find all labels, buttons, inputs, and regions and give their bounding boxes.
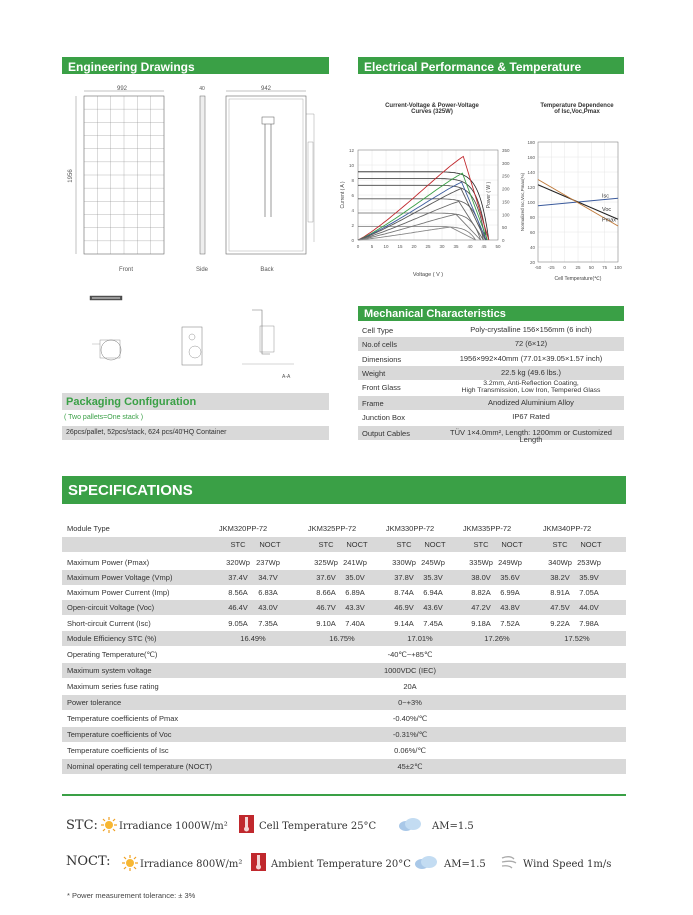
mechanical-key: Junction Box [362,413,405,422]
spec-value: 325Wp [314,558,338,567]
mechanical-key: Cell Type [362,326,394,335]
spec-value: 35.6V [500,573,520,582]
spec-value: 245Wp [421,558,445,567]
front-height-dim: 1956 [68,169,74,183]
spec-value: 249Wp [498,558,522,567]
back-width-dim: 942 [260,86,272,92]
mechanical-key: No.of cells [362,340,398,349]
noct-column-label: NOCT [580,540,602,549]
spec-label: Maximum series fuse rating [67,682,159,691]
spec-value: 340Wp [548,558,572,567]
spec-value: 43.8V [500,603,520,612]
spec-value: 237Wp [256,558,280,567]
mechanical-value: Anodized Aluminium Alloy [488,398,574,407]
spec-value: 9.05A [228,619,248,628]
spec-label: Maximum Power (Pmax) [67,558,150,567]
spec-label: Maximum system voltage [67,666,152,675]
temp-chart-title-2: of Isc,Voc,Pmax [554,109,600,115]
pv-curve [358,189,485,240]
specifications-header [62,476,626,504]
x-tick-label: 20 [411,244,417,249]
x-tick-label: 45 [481,244,487,249]
x-axis-label: Cell Temperature(℃) [554,276,602,282]
mechanical-value: IP67 Rated [512,412,550,421]
packaging-title: Packaging Configuration [66,396,197,408]
mechanical-value: 1956×992×40mm (77.01×39.05×1.57 inch) [459,354,603,363]
spec-value: 43.6V [423,603,443,612]
x-tick-label: 25 [575,265,581,270]
x-tick-label: 0 [356,244,360,249]
spec-row [62,585,626,600]
mechanical-row [358,323,624,337]
mechanical-value: 72 (6×12) [514,339,548,348]
spec-row [62,727,626,742]
noct-column-label: NOCT [501,540,523,549]
spec-value: 37.8V [394,573,414,582]
mechanical-key: Weight [362,369,386,378]
x-tick-label: 30 [439,244,445,249]
mechanical-header [358,306,624,321]
spec-value: 17.52% [564,634,590,643]
spec-value: 46.9V [394,603,414,612]
spec-value: 8.56A [228,588,248,597]
specifications-title: SPECIFICATIONS [68,482,193,499]
spec-value: 43.3V [345,603,365,612]
spec-value: 9.22A [550,619,570,628]
noct-ambient-temperature: Ambient Temperature 20°C [271,859,411,870]
side-dim: 40 [199,86,205,92]
thermometer-icon [251,853,266,871]
spec-value: 37.4V [228,573,248,582]
x-tick-label: 25 [425,244,431,249]
y-tick-label: 100 [527,200,535,205]
spec-value: 44.0V [579,603,599,612]
temp-chart-title-1: Temperature Dependence [540,103,614,109]
spec-value: 6.94A [423,588,443,597]
y2-tick-label: 50 [502,225,508,231]
y-tick-label: 160 [527,155,535,160]
iv-chart [338,140,514,280]
spec-value: 46.4V [228,603,248,612]
label-front: Front [118,267,134,273]
mechanical-value-line: High Transmission, Low Iron, Tempered Glass [461,387,601,394]
y2-tick-label: 100 [502,212,510,218]
y-axis-label: Normalized Isc,Voc,Pmax(%) [520,172,525,232]
spec-value: 43.0V [258,603,278,612]
y-tick-label: 2 [351,223,354,228]
spec-value: 320Wp [226,558,250,567]
spec-row [62,663,626,678]
y-tick-label: 40 [529,245,535,250]
spec-row [62,616,626,631]
spec-value: 45±2℃ [397,762,423,771]
mechanical-key: Frame [362,399,384,408]
spec-row [62,555,626,570]
spec-value: 35.0V [345,573,365,582]
y-tick-label: 120 [527,185,535,190]
model-name: JKM340PP-72 [542,524,592,533]
engineering-drawings-title: Engineering Drawings [68,60,195,74]
y2-tick-label: 0 [502,238,505,243]
electrical-performance-title: Electrical Performance & Temperature Dependence [364,60,582,88]
mechanical-row [358,396,624,410]
pv-curve [358,214,481,240]
noct-column-label: NOCT [424,540,446,549]
spec-value: 253Wp [577,558,601,567]
spec-row [62,600,626,615]
x-tick-label: 0 [563,265,566,270]
spec-value: 20A [403,682,417,691]
mechanical-value [438,380,624,394]
mechanical-value: 22.5 kg (49.6 lbs.) [500,368,562,377]
x-tick-label: 5 [370,244,374,249]
spec-value: 35.3V [423,573,443,582]
mechanical-row [358,337,624,351]
x-tick-label: 10 [383,244,389,249]
x-tick-label: 75 [602,265,608,270]
stc-cell-temperature: Cell Temperature 25°C [259,821,377,832]
mechanical-key: Front Glass [362,383,401,392]
mechanical-row [358,410,624,424]
spec-value: 8.66A [316,588,336,597]
mechanical-row [358,366,624,380]
x-tick-label: 15 [397,244,403,249]
temp-chart [518,132,628,284]
x-tick-label: 35 [453,244,459,249]
spec-label: Maximum Power Voltage (Vmp) [67,573,173,582]
engineering-drawings [62,82,330,282]
spec-value: -40℃~+85℃ [387,650,433,659]
stc-am: AM=1.5 [432,821,474,832]
spec-label: Operating Temperature(℃) [67,650,158,659]
spec-value: 16.75% [329,634,355,643]
iv-chart-title-2: Curves (325W) [411,109,453,115]
spec-value: 46.7V [316,603,336,612]
cloud-icon [414,855,438,869]
x-tick-label: 100 [614,265,622,270]
spec-value: 6.89A [345,588,365,597]
stc-column-label: STC [396,540,412,549]
spec-value: 7.52A [500,619,520,628]
packaging-note: ( Two pallets=One stack ) [64,414,144,421]
spec-header-row [62,521,626,536]
spec-value: 6.99A [500,588,520,597]
spec-row [62,695,626,710]
noct-wind-speed: Wind Speed 1m/s [523,859,612,870]
y-tick-label: 8 [351,178,354,183]
spec-row [62,679,626,694]
y2-tick-label: 150 [502,199,510,205]
spec-value: 38.2V [550,573,570,582]
spec-label: Module Type [67,524,110,533]
y-tick-label: 140 [527,170,535,175]
frame-detail-drawings [62,292,330,382]
spec-value: 6.83A [258,588,278,597]
spec-row [62,570,626,585]
spec-value: 7.05A [579,588,599,597]
label-back: Back [260,267,274,273]
sun-icon [122,855,138,871]
spec-stc-noct-row [62,537,626,552]
divider [62,794,626,796]
electrical-performance-header [358,57,624,88]
spec-value: 1000VDC (IEC) [383,666,437,675]
spec-value: 17.01% [407,634,433,643]
spec-value: 8.91A [550,588,570,597]
spec-value: 7.40A [345,619,365,628]
footnote: * Power measurement tolerance: ± 3% [67,891,196,900]
spec-value: 7.98A [579,619,599,628]
spec-row [62,743,626,758]
spec-label: Temperature coefficients of Voc [67,730,172,739]
sun-icon [101,817,117,833]
spec-label: Nominal operating cell temperature (NOCT) [67,762,213,771]
spec-label: Module Efficiency STC (%) [67,634,157,643]
engineering-drawings-header [62,57,329,74]
x-axis-label: Voltage ( V ) [412,272,444,278]
noct-am: AM=1.5 [444,859,486,870]
spec-efficiency-row [62,631,626,646]
iv-chart-title-1: Current-Voltage & Power-Voltage [385,103,479,109]
wind-icon [500,853,518,871]
model-name: JKM335PP-72 [462,524,512,533]
y-tick-label: 10 [348,163,354,168]
y2-tick-label: 200 [502,186,510,192]
spec-value: 34.7V [258,573,278,582]
mechanical-value: TÜV 1×4.0mm², Length: 1200mm or Customized Length [450,428,612,444]
x-tick-label: -25 [548,265,555,270]
spec-value: 330Wp [392,558,416,567]
spec-value: 8.82A [471,588,491,597]
spec-value: 7.35A [258,619,278,628]
y2-tick-label: 250 [502,173,510,179]
label-side: Side [195,267,209,273]
back-panel-drawing [226,96,306,254]
stc-column-label: STC [230,540,246,549]
spec-value: 8.74A [394,588,414,597]
pv-curve [358,173,487,240]
noct-column-label: NOCT [346,540,368,549]
model-name: JKM320PP-72 [218,524,268,533]
spec-value: 241Wp [343,558,367,567]
label-aa: A-A [282,374,291,380]
spec-row [62,711,626,726]
mechanical-row [358,352,624,366]
series-label: Voc [602,207,612,213]
x-tick-label: 50 [495,244,501,249]
model-name: JKM325PP-72 [307,524,357,533]
series-label: Isc [602,193,610,200]
y-tick-label: 12 [348,148,354,153]
spec-value: 0.06%/℃ [394,746,426,755]
x-tick-label: 50 [588,265,594,270]
spec-value: 35.9V [579,573,599,582]
stc-label: STC: [66,818,98,833]
x-tick-label: -50 [534,265,542,270]
y2-axis-label: Power ( W ) [486,181,492,209]
noct-irradiance: Irradiance 800W/m² [140,859,243,870]
cloud-icon [398,817,422,831]
y2-tick-label: 300 [502,160,510,166]
model-name: JKM330PP-72 [385,524,435,533]
y-tick-label: 60 [529,230,535,235]
spec-row [62,759,626,774]
y-tick-label: 20 [529,260,535,265]
spec-label: Temperature coefficients of Isc [67,746,169,755]
x-tick-label: 40 [467,244,473,249]
stc-column-label: STC [318,540,334,549]
stc-irradiance: Irradiance 1000W/m² [119,821,228,832]
mechanical-key: Dimensions [362,355,402,364]
spec-label: Maximum Power Current (Imp) [67,588,170,597]
spec-value: 9.10A [316,619,336,628]
y-tick-label: 0 [351,238,354,243]
stc-column-label: STC [473,540,489,549]
series-label: Pmax [602,217,617,224]
mechanical-value: Poly-crystalline 156×156mm (6 inch) [470,325,592,334]
spec-value: -0.31%/℃ [392,730,428,739]
spec-value: 7.45A [423,619,443,628]
spec-value: 47.5V [550,603,570,612]
spec-value: 17.26% [484,634,510,643]
spec-label: Open-circuit Voltage (Voc) [67,603,155,612]
spec-value: 0~+3% [398,698,422,707]
y-axis-label: Current ( A ) [340,181,346,209]
noct-column-label: NOCT [259,540,281,549]
mechanical-row [358,380,624,394]
spec-value: 38.0V [471,573,491,582]
mechanical-title: Mechanical Characteristics [364,308,506,320]
spec-row [62,647,626,662]
y-tick-label: 80 [529,215,535,220]
spec-label: Power tolerance [67,698,122,707]
mechanical-key: Output Cables [362,429,410,438]
y2-tick-label: 350 [502,148,510,153]
mechanical-value-line: 3.2mm, Anti-Reflection Coating, [483,380,579,387]
y-tick-label: 6 [351,193,354,198]
spec-label: Short-circuit Current (Isc) [67,619,151,628]
spec-value: 16.49% [240,634,266,643]
spec-value: 9.14A [394,619,414,628]
side-drawing [200,96,205,254]
spec-label: Temperature coefficients of Pmax [67,714,179,723]
packaging-detail: 26pcs/pallet, 52pcs/stack, 624 pcs/40'HQ Container [66,429,227,436]
y-tick-label: 180 [527,140,535,145]
thermometer-icon [239,815,254,833]
spec-value: 47.2V [471,603,491,612]
spec-value: 37.6V [316,573,336,582]
front-width-dim: 992 [116,86,128,92]
spec-value: -0.40%/℃ [392,714,428,723]
stc-column-label: STC [552,540,568,549]
spec-value: 335Wp [469,558,493,567]
noct-label: NOCT: [66,854,111,869]
mechanical-row [358,426,624,444]
spec-value: 9.18A [471,619,491,628]
y-tick-label: 4 [351,208,354,213]
